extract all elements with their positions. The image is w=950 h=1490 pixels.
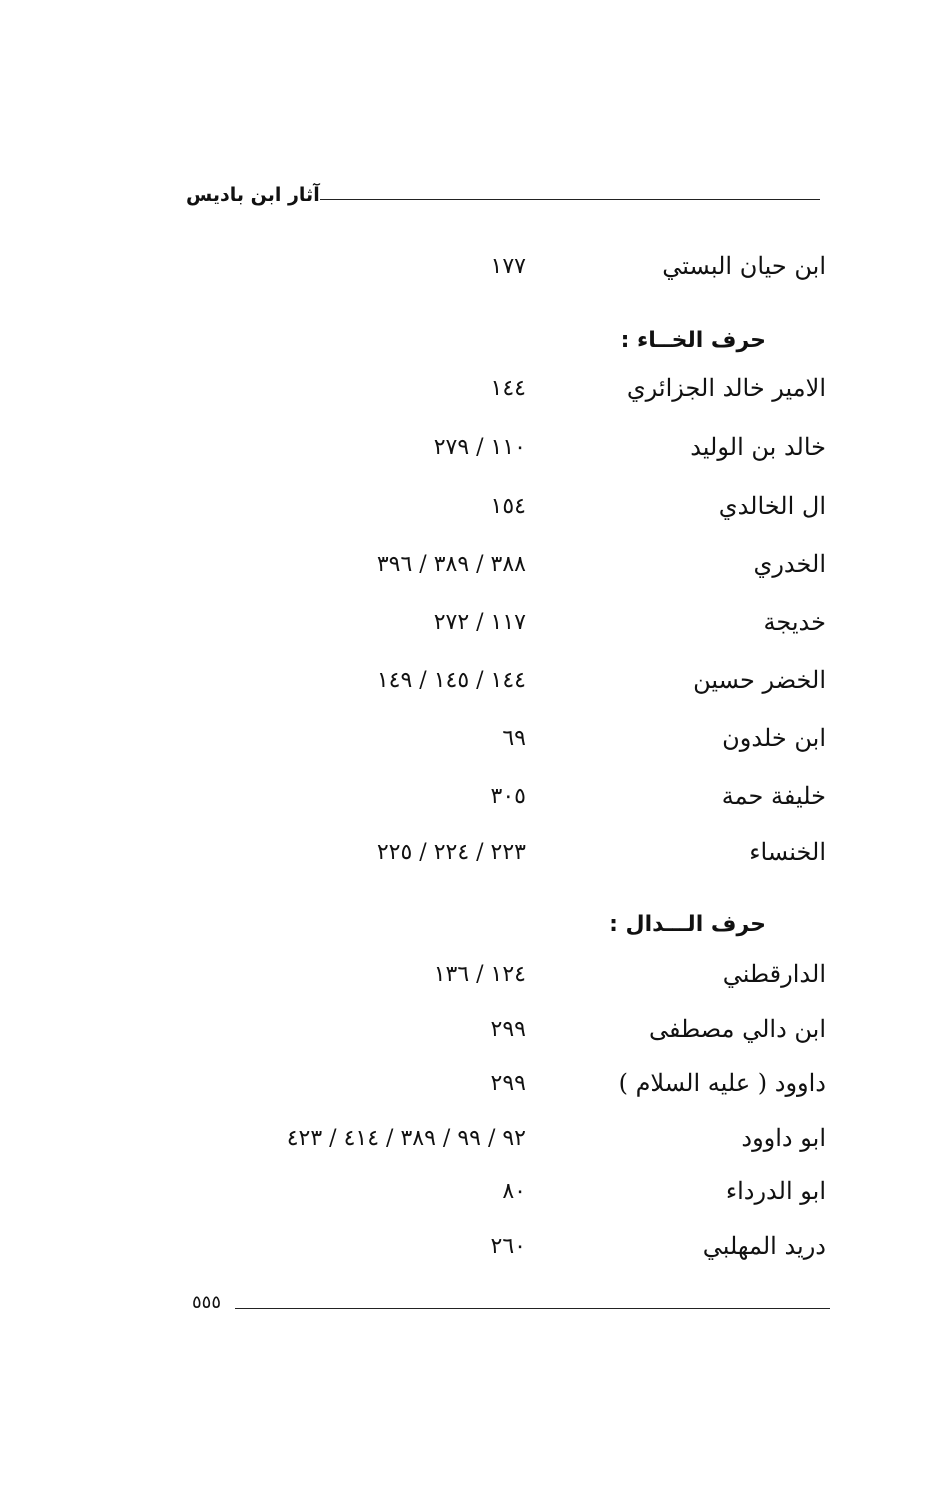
index-entry: [186, 832, 826, 872]
entry-name: الخدري: [753, 550, 826, 578]
entry-pages: ٢٩٩: [490, 1070, 526, 1096]
entry-name: ابو الدرداء: [725, 1177, 826, 1205]
index-entry: [186, 1226, 826, 1266]
entry-pages: ١٤٤ / ١٤٥ / ١٤٩: [376, 667, 526, 693]
entry-pages: ١٤٤: [490, 375, 526, 401]
index-entry: [186, 954, 826, 994]
entry-name: ابن حيان البستي: [662, 252, 826, 280]
entry-name: الخنساء: [749, 838, 826, 866]
page-number: ٥٥٥: [192, 1292, 222, 1313]
entry-pages: ٣٠٥: [490, 783, 526, 809]
index-entry: [186, 660, 826, 700]
index-entry: [186, 718, 826, 758]
entry-pages: ٩٢ / ٩٩ / ٣٨٩ / ٤١٤ / ٤٢٣: [286, 1125, 526, 1151]
entry-name: خالد بن الوليد: [690, 433, 826, 461]
entry-name: ابن دالي مصطفى: [648, 1015, 826, 1043]
page-footer: [192, 1292, 830, 1313]
index-entry: [186, 776, 826, 816]
index-entry: [186, 1063, 826, 1103]
running-header: [186, 184, 826, 206]
entry-pages: ١١٠ / ٢٧٩: [433, 434, 526, 460]
entry-name: الامير خالد الجزائري: [626, 374, 826, 402]
entry-name: ال الخالدي: [718, 492, 826, 520]
index-entry: [186, 427, 826, 467]
book-title: آثار ابن باديس: [186, 184, 320, 206]
entry-pages: ١٥٤: [490, 493, 526, 519]
index-entry: [186, 368, 826, 408]
index-entry: [186, 1118, 826, 1158]
entry-pages: ٦٩: [502, 725, 526, 751]
index-entry: [186, 544, 826, 584]
entry-pages: ٢٦٠: [490, 1233, 526, 1259]
entry-name: دريد المهلبي: [702, 1232, 826, 1260]
index-entry: [186, 602, 826, 642]
footer-rule: [235, 1308, 830, 1309]
index-entry: [186, 486, 826, 526]
entry-name: داوود ( عليه السلام ): [618, 1069, 826, 1097]
entry-name: الدارقطني: [722, 960, 826, 988]
entry-name: ابن خلدون: [722, 724, 826, 752]
entry-pages: ٢٩٩: [490, 1016, 526, 1042]
entry-name: الخضر حسين: [693, 666, 826, 694]
section-heading-kha: حرف الخــاء :: [620, 328, 766, 353]
entry-name: خليفة حمة: [721, 782, 826, 810]
entry-pages: ٨٠: [502, 1178, 526, 1204]
header-rule: [320, 199, 820, 200]
entry-pages: ١٢٤ / ١٣٦: [433, 961, 526, 987]
entry-name: ابو داوود: [741, 1124, 826, 1152]
entry-pages: ١٧٧: [490, 253, 526, 279]
index-entry: [186, 1171, 826, 1211]
entry-pages: ١١٧ / ٢٧٢: [433, 609, 526, 635]
index-entry: [186, 1009, 826, 1049]
entry-pages: ٢٢٣ / ٢٢٤ / ٢٢٥: [376, 839, 526, 865]
entry-name: خديجة: [763, 608, 826, 636]
entry-pages: ٣٨٨ / ٣٨٩ / ٣٩٦: [376, 551, 526, 577]
index-entry: [186, 246, 826, 286]
section-heading-dal: حرف الـــدال :: [609, 912, 766, 937]
